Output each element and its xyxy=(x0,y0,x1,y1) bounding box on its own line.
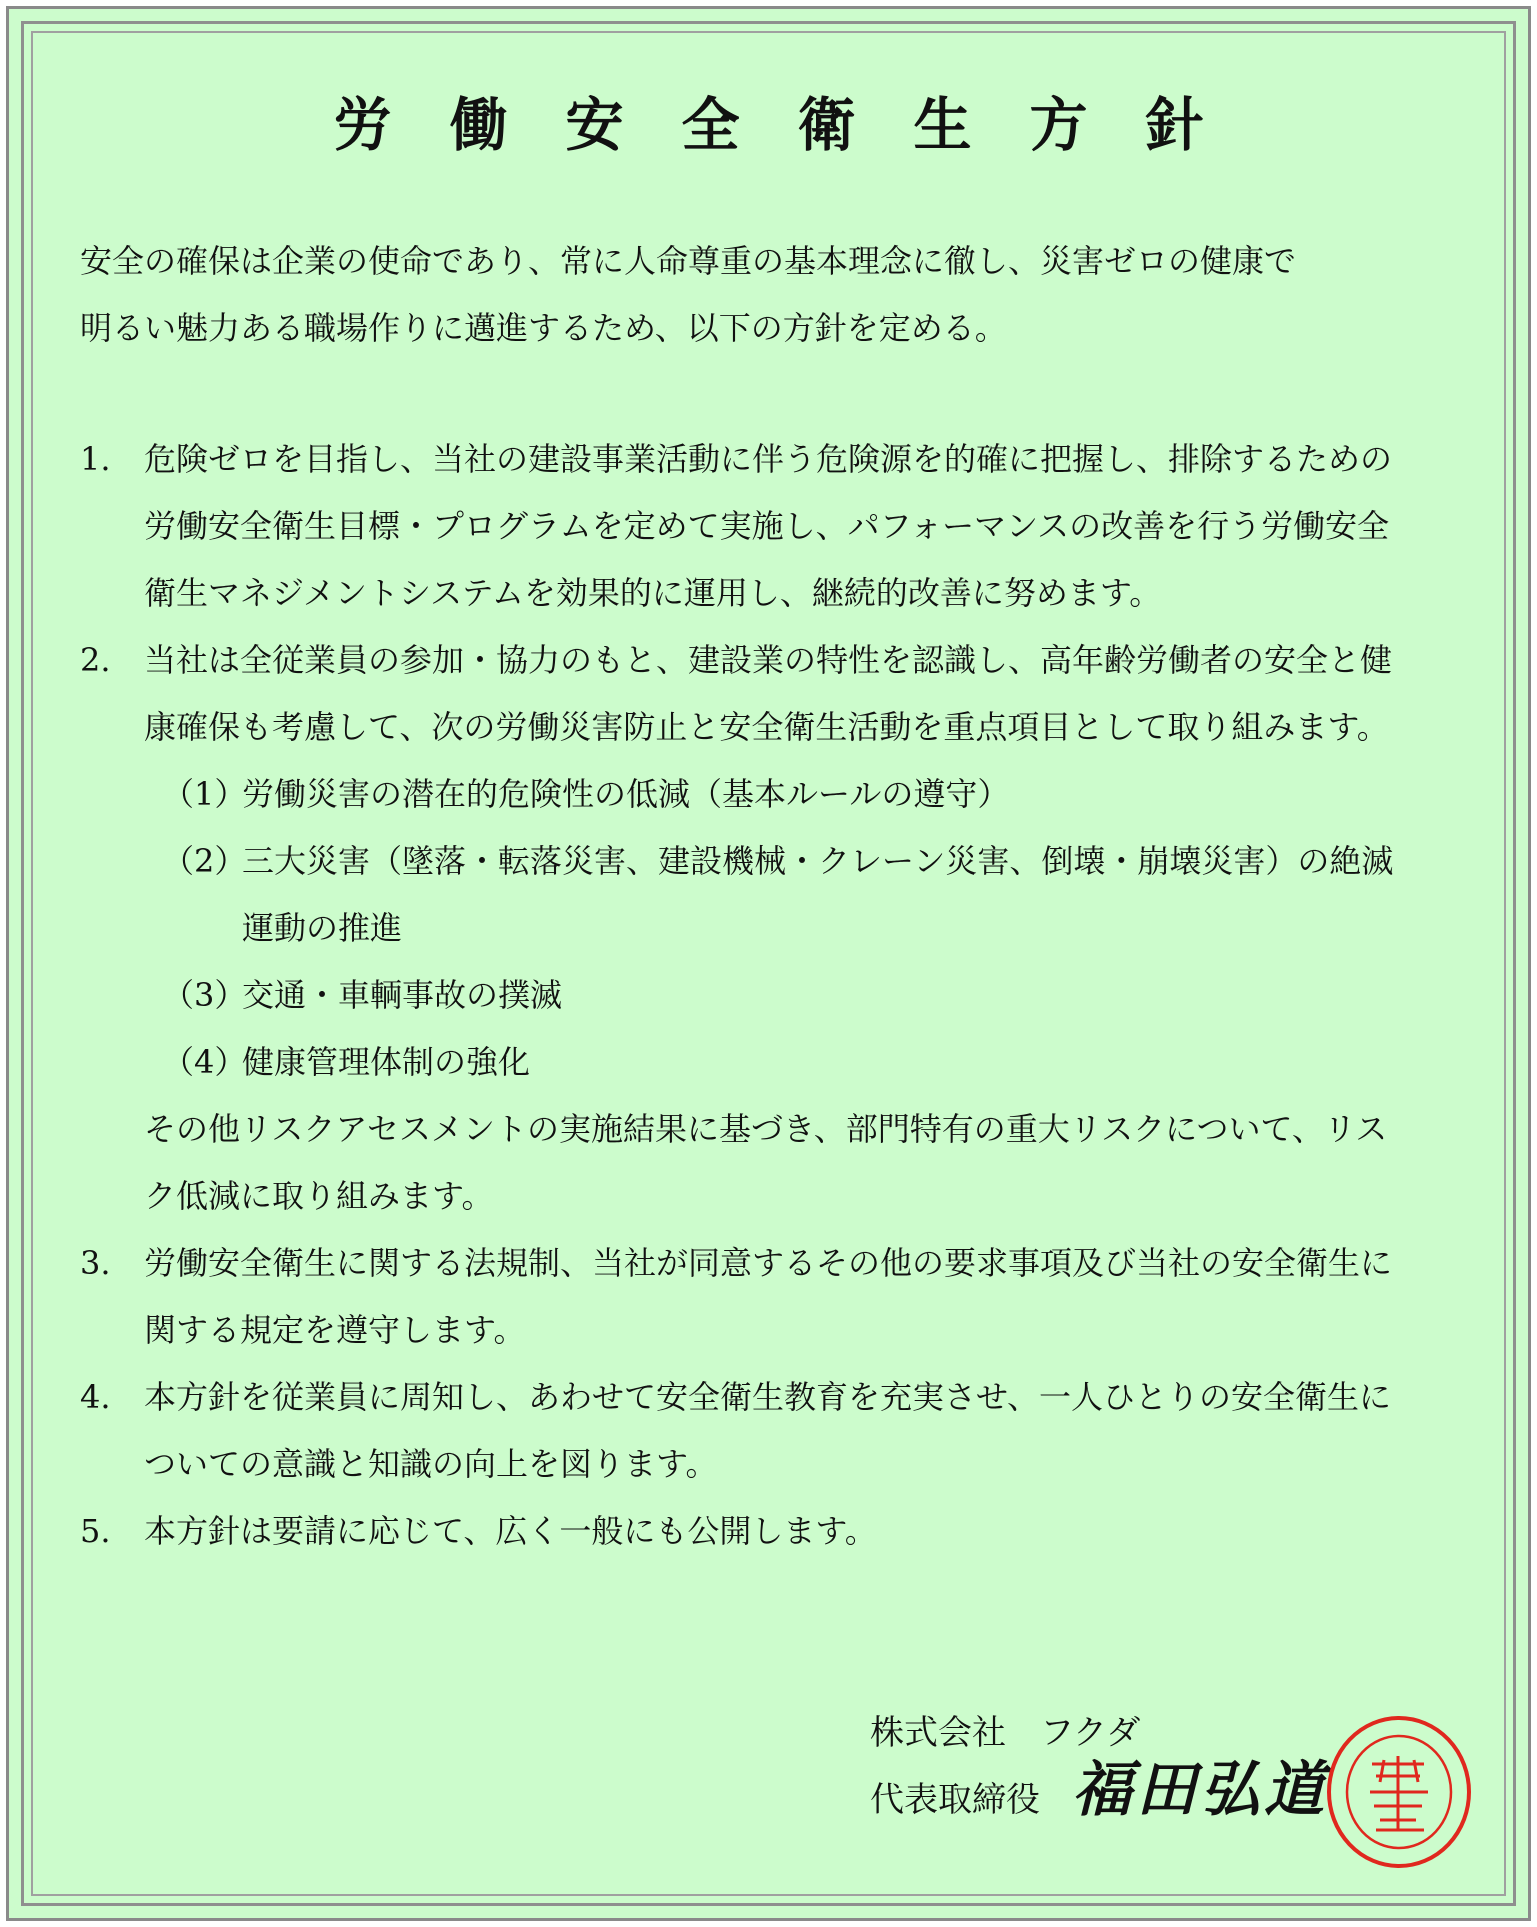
item-text: 当社は全従業員の参加・協力のもと、建設業の特性を認識し、高年齢労働者の安全と健 xyxy=(144,641,1393,679)
item-text: 労働安全衛生目標・プログラムを定めて実施し、パフォーマンスの改善を行う労働安全 xyxy=(144,507,1390,545)
policy-item-2-line-2 xyxy=(80,694,1480,761)
representative-title: 代表取締役 xyxy=(870,1780,1040,1820)
item2-note xyxy=(80,1096,1480,1163)
item-text: 本方針を従業員に周知し、あわせて安全衛生教育を充実させ、一人ひとりの安全衛生に xyxy=(144,1378,1392,1416)
item-text: 衛生マネジメントシステムを効果的に運用し、継続的改善に努めます。 xyxy=(144,574,1162,612)
policy-item-3 xyxy=(80,1230,1480,1297)
item-text: 危険ゼロを目指し、当社の建設事業活動に伴う危険源を的確に把握し、排除するための xyxy=(144,440,1393,478)
subitem-2-line-2 xyxy=(80,895,1480,962)
policy-item-4-line-2 xyxy=(80,1431,1480,1498)
policy-item-2 xyxy=(80,627,1480,694)
note-text: その他リスクアセスメントの実施結果に基づき、部門特有の重大リスクについて、リス xyxy=(144,1110,1388,1148)
subitem-3 xyxy=(80,962,1480,1029)
intro-line: 安全の確保は企業の使命であり、常に人命尊重の基本理念に徹し、災害ゼロの健康で xyxy=(80,242,1297,280)
policy-item-3-line-2 xyxy=(80,1297,1480,1364)
item-number: 2. xyxy=(80,641,111,679)
item-text: 関する規定を遵守します。 xyxy=(144,1311,526,1349)
item-number: 5. xyxy=(80,1512,111,1550)
intro-line: 明るい魅力ある職場作りに邁進するため、以下の方針を定める。 xyxy=(80,309,1007,347)
policy-item-5 xyxy=(80,1498,1480,1565)
subitem-text: 運動の推進 xyxy=(242,909,403,947)
item-text: 康確保も考慮して、次の労働災害防止と安全衛生活動を重点項目として取り組みます。 xyxy=(144,708,1389,746)
item-number: 1. xyxy=(80,440,111,478)
representative-signature: 福田弘道 xyxy=(1072,1755,1328,1825)
subitem-2 xyxy=(80,828,1480,895)
subitem-label: （4） xyxy=(162,1043,247,1081)
company-seal-stamp xyxy=(1324,1712,1474,1872)
subitem-4 xyxy=(80,1029,1480,1096)
company-name: 株式会社 フクダ xyxy=(870,1713,1141,1753)
subitem-label: （1） xyxy=(162,775,247,813)
item-number: 4. xyxy=(80,1378,111,1416)
subitem-1 xyxy=(80,761,1480,828)
item-text: 労働安全衛生に関する法規制、当社が同意するその他の要求事項及び当社の安全衛生に xyxy=(144,1244,1393,1282)
item-number: 3. xyxy=(80,1244,111,1282)
page-title: 労働安全衛生方針 xyxy=(333,91,1262,159)
subitem-text: 労働災害の潜在的危険性の低減（基本ルールの遵守） xyxy=(242,775,1010,813)
subitem-text: 交通・車輌事故の撲滅 xyxy=(242,976,563,1014)
policy-item-1-line-2 xyxy=(80,493,1480,560)
item2-note-line-2 xyxy=(80,1163,1480,1230)
item-text: ついての意識と知識の向上を図ります。 xyxy=(144,1445,718,1483)
policy-item-1-line-3 xyxy=(80,560,1480,627)
policy-item-1 xyxy=(80,426,1480,493)
subitem-label: （3） xyxy=(162,976,247,1014)
subitem-text: 健康管理体制の強化 xyxy=(242,1043,531,1081)
policy-list xyxy=(80,426,1480,1565)
note-text: ク低減に取り組みます。 xyxy=(144,1177,494,1215)
policy-item-4 xyxy=(80,1364,1480,1431)
intro-paragraph xyxy=(80,228,1460,362)
subitem-text: 三大災害（墜落・転落災害、建設機械・クレーン災害、倒壊・崩壊災害）の絶滅 xyxy=(242,842,1394,880)
subitem-label: （2） xyxy=(162,842,247,880)
item-text: 本方針は要請に応じて、広く一般にも公開します。 xyxy=(144,1512,877,1550)
